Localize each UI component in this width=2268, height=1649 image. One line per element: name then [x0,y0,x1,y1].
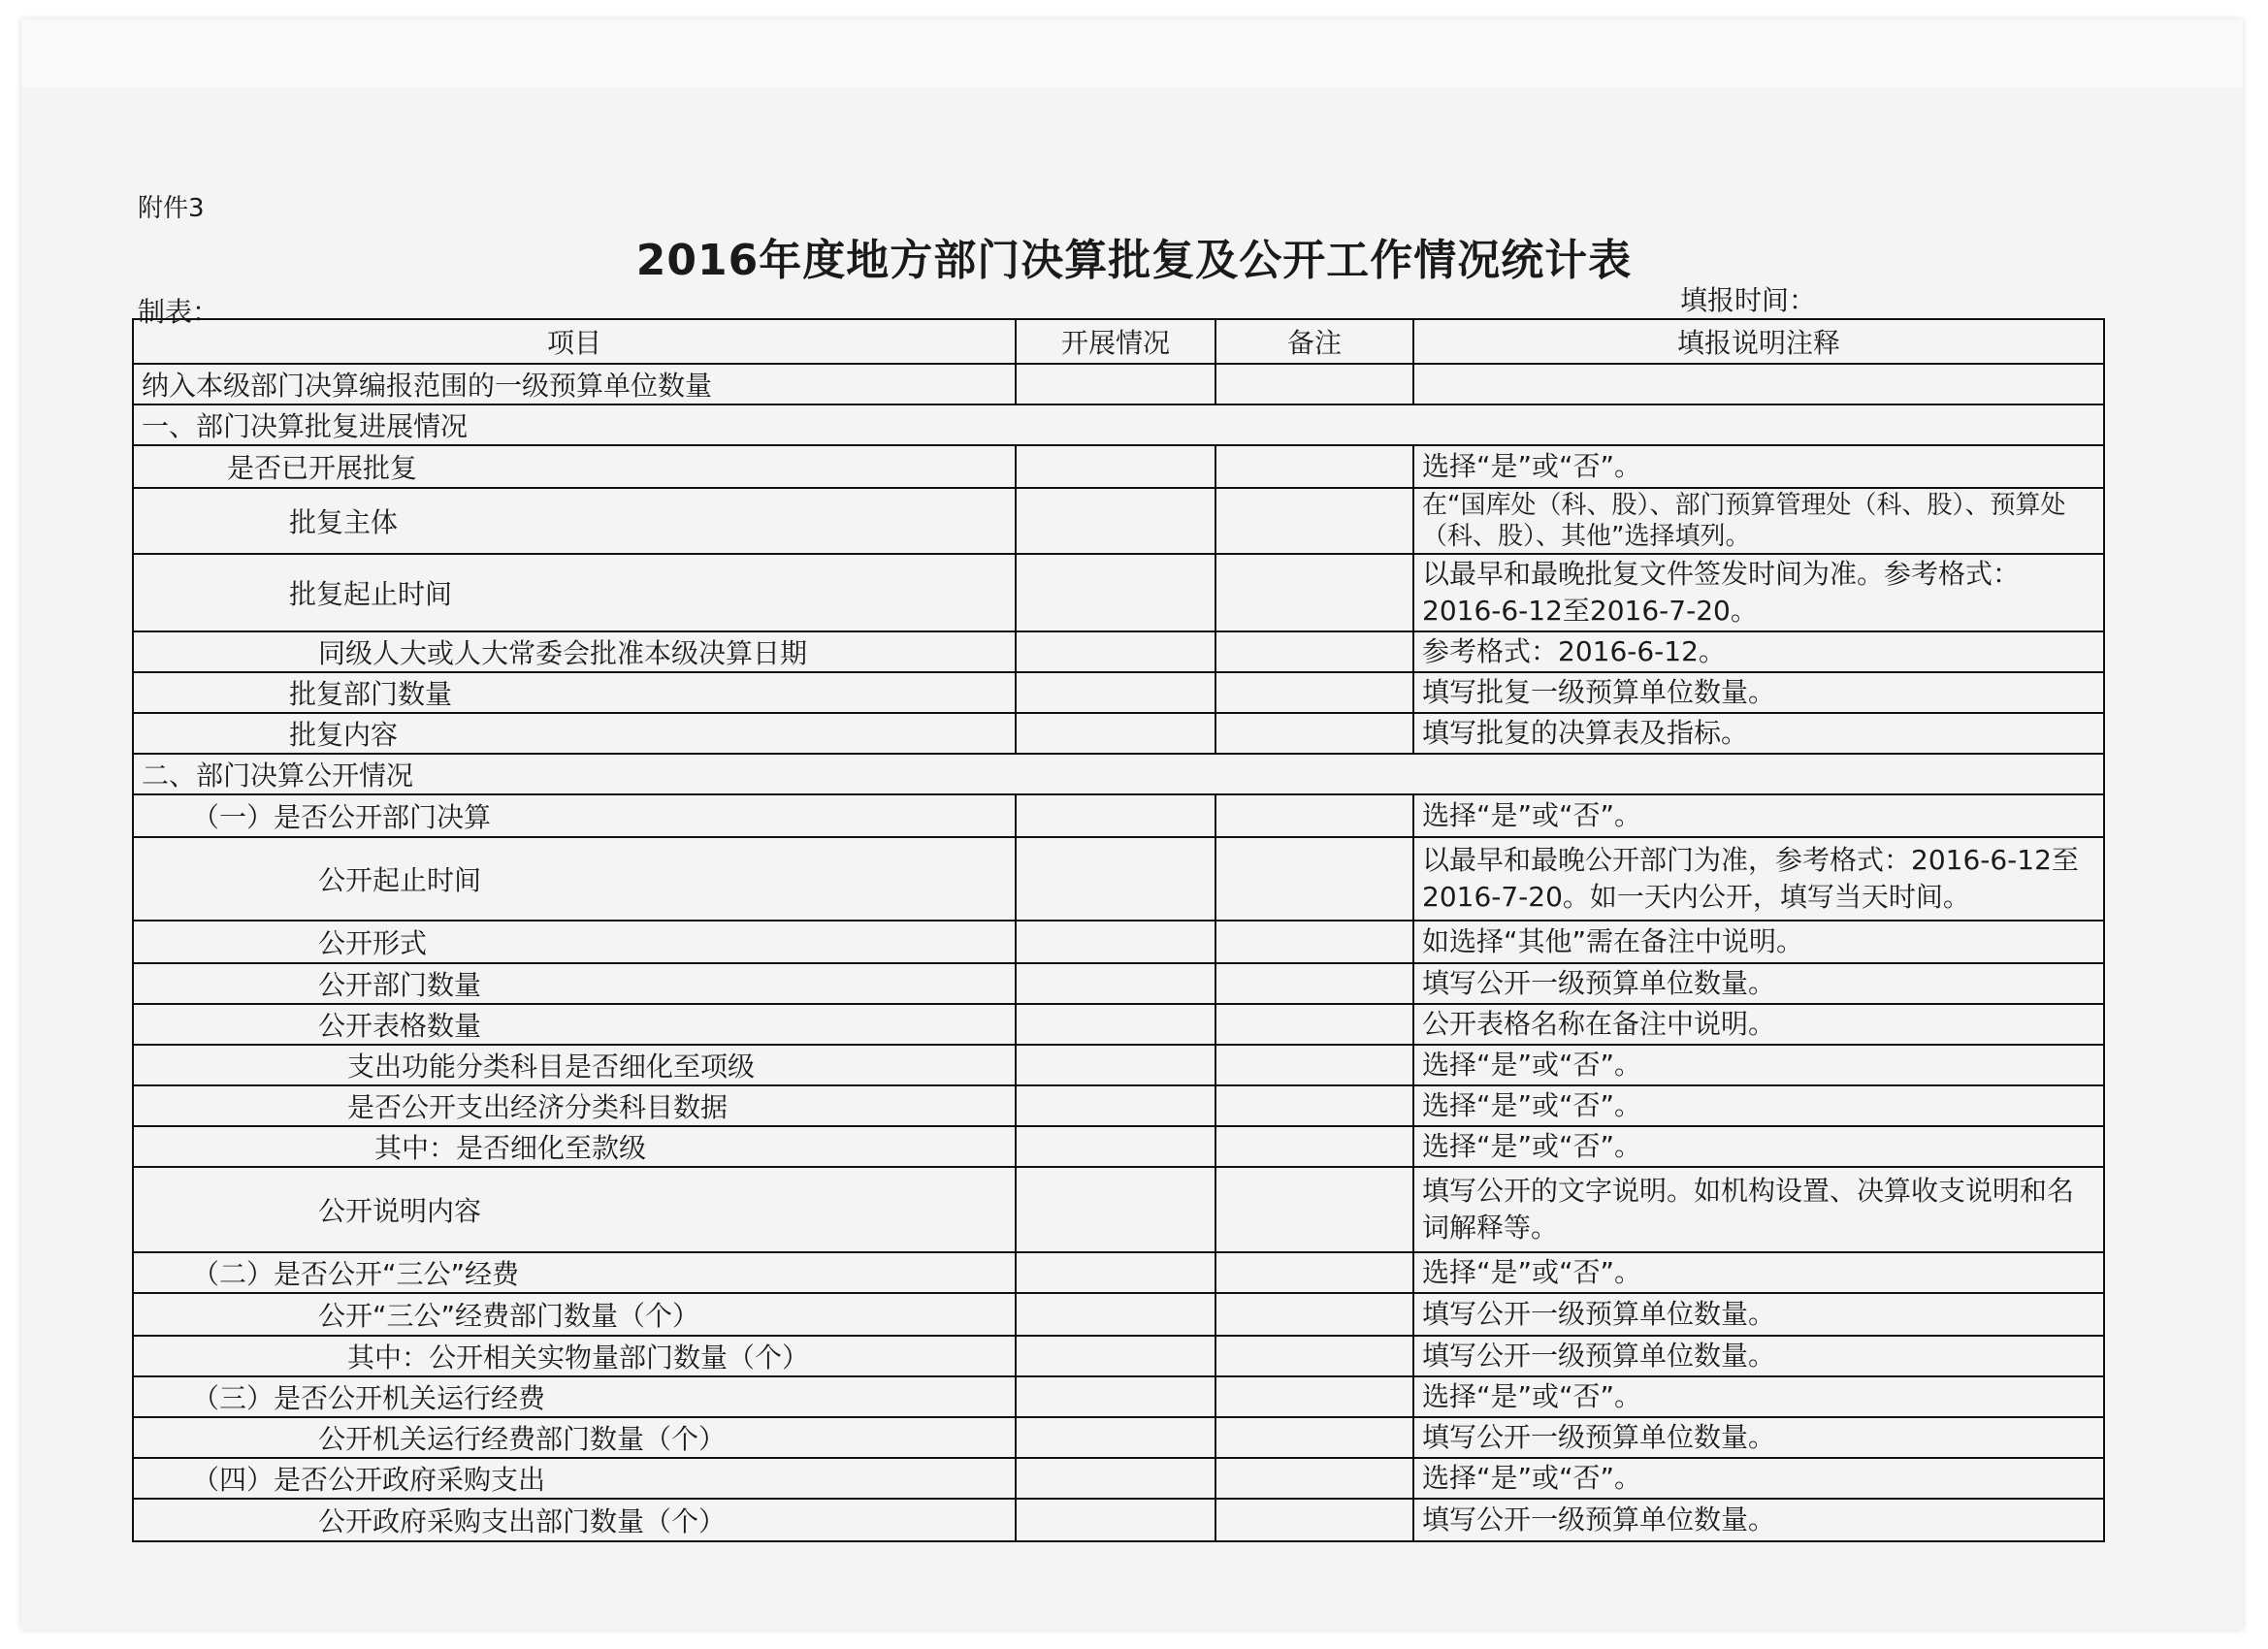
row-item: （二）是否公开“三公”经费 [133,1252,1016,1293]
row-remark [1215,1417,1413,1458]
row-item: 其中：是否细化至款级 [133,1126,1016,1167]
row-note: 以最早和最晚公开部门为准，参考格式：2016-6-12至2016-7-20。如一天内公开，填写当天时间。 [1413,837,2104,921]
row-item: （一）是否公开部门决算 [133,794,1016,837]
row-status [1016,963,1215,1004]
table-row [133,488,2104,554]
row-note: 选择“是”或“否”。 [1413,1126,2104,1167]
row-status [1016,1085,1215,1126]
row-item: 是否已开展批复 [133,445,1016,488]
table-row [133,1045,2104,1085]
row-item: 一、部门决算批复进展情况 [133,404,2104,445]
row-remark [1215,631,1413,672]
row-status [1016,1126,1215,1167]
table-row [133,672,2104,713]
row-status [1016,1417,1215,1458]
row-status [1016,921,1215,963]
row-remark [1215,921,1413,963]
row-item: 公开形式 [133,921,1016,963]
row-remark [1215,672,1413,713]
column-header-item: 项目 [133,319,1016,364]
table-row [133,631,2104,672]
row-status [1016,672,1215,713]
row-status [1016,794,1215,837]
table-row [133,1376,2104,1417]
row-item: （四）是否公开政府采购支出 [133,1458,1016,1499]
row-remark [1215,488,1413,554]
row-remark [1215,1252,1413,1293]
row-item: 公开表格数量 [133,1004,1016,1045]
row-remark [1215,837,1413,921]
table-row [133,445,2104,488]
row-item: 公开起止时间 [133,837,1016,921]
row-status [1016,837,1215,921]
row-note: 填写公开一级预算单位数量。 [1413,1417,2104,1458]
row-note: 填写公开的文字说明。如机构设置、决算收支说明和名词解释等。 [1413,1167,2104,1252]
row-remark [1215,554,1413,631]
table-row [133,1293,2104,1336]
row-note: 填写公开一级预算单位数量。 [1413,963,2104,1004]
table-row [133,921,2104,963]
row-item: 是否公开支出经济分类科目数据 [133,1085,1016,1126]
row-status [1016,1336,1215,1376]
attachment-label: 附件3 [138,194,205,223]
table-row [133,1167,2104,1252]
row-note: 填写公开一级预算单位数量。 [1413,1499,2104,1541]
row-item: 公开“三公”经费部门数量（个） [133,1293,1016,1336]
table-row [133,794,2104,837]
row-remark [1215,1376,1413,1417]
table-row [133,963,2104,1004]
row-status [1016,445,1215,488]
row-remark [1215,1045,1413,1085]
row-item: 批复主体 [133,488,1016,554]
row-note: 选择“是”或“否”。 [1413,1045,2104,1085]
row-status [1016,1499,1215,1541]
row-status [1016,631,1215,672]
maker-label: 制表： [138,296,220,328]
table-row [133,1252,2104,1293]
row-item: （三）是否公开机关运行经费 [133,1376,1016,1417]
row-note: 选择“是”或“否”。 [1413,445,2104,488]
fill-time-label: 填报时间： [1680,284,1817,316]
row-item: 公开部门数量 [133,963,1016,1004]
row-status [1016,1004,1215,1045]
statistics-table [132,318,2105,1542]
row-remark [1215,713,1413,754]
row-item: 公开机关运行经费部门数量（个） [133,1417,1016,1458]
row-note: 填写公开一级预算单位数量。 [1413,1336,2104,1376]
table-row [133,1085,2104,1126]
table-row [133,713,2104,754]
row-note [1413,364,2104,404]
row-note: 在“国库处（科、股）、部门预算管理处（科、股）、预算处（科、股）、其他”选择填列。 [1413,488,2104,554]
row-remark [1215,1004,1413,1045]
row-item: 其中：公开相关实物量部门数量（个） [133,1336,1016,1376]
column-header-remark: 备注 [1215,319,1413,364]
row-remark [1215,1126,1413,1167]
row-note: 选择“是”或“否”。 [1413,1252,2104,1293]
table-row [133,1126,2104,1167]
table-row [133,1417,2104,1458]
row-note: 选择“是”或“否”。 [1413,1376,2104,1417]
table-row [133,1499,2104,1541]
table-row [133,364,2104,404]
row-remark [1215,1336,1413,1376]
row-item: 同级人大或人大常委会批准本级决算日期 [133,631,1016,672]
row-note: 选择“是”或“否”。 [1413,794,2104,837]
row-note: 填写批复一级预算单位数量。 [1413,672,2104,713]
row-note: 填写公开一级预算单位数量。 [1413,1293,2104,1336]
row-status [1016,554,1215,631]
section-row [133,754,2104,794]
row-note: 填写批复的决算表及指标。 [1413,713,2104,754]
row-remark [1215,364,1413,404]
row-remark [1215,963,1413,1004]
row-status [1016,1252,1215,1293]
row-remark [1215,1085,1413,1126]
row-remark [1215,794,1413,837]
row-status [1016,488,1215,554]
row-item: 公开说明内容 [133,1167,1016,1252]
table-row [133,1458,2104,1499]
row-note: 选择“是”或“否”。 [1413,1085,2104,1126]
table-row [133,837,2104,921]
row-remark [1215,1167,1413,1252]
row-note: 公开表格名称在备注中说明。 [1413,1004,2104,1045]
row-note: 如选择“其他”需在备注中说明。 [1413,921,2104,963]
table-row [133,554,2104,631]
row-status [1016,1045,1215,1085]
row-item: 纳入本级部门决算编报范围的一级预算单位数量 [133,364,1016,404]
row-item: 二、部门决算公开情况 [133,754,2104,794]
row-status [1016,1167,1215,1252]
row-item: 批复起止时间 [133,554,1016,631]
paper-top-edge [21,19,2243,87]
table-row [133,1004,2104,1045]
row-note: 以最早和最晚批复文件签发时间为准。参考格式：2016-6-12至2016-7-20。 [1413,554,2104,631]
row-remark [1215,1499,1413,1541]
column-header-explanation: 填报说明注释 [1413,319,2104,364]
page-title: 2016年度地方部门决算批复及公开工作情况统计表 [635,236,1633,285]
row-item: 支出功能分类科目是否细化至项级 [133,1045,1016,1085]
row-status [1016,1293,1215,1336]
row-status [1016,1376,1215,1417]
row-note: 选择“是”或“否”。 [1413,1458,2104,1499]
row-remark [1215,1458,1413,1499]
section-row [133,404,2104,445]
row-status [1016,713,1215,754]
table-row [133,1336,2104,1376]
row-status [1016,1458,1215,1499]
table-header-row [133,319,2104,364]
row-item: 批复部门数量 [133,672,1016,713]
row-note: 参考格式：2016-6-12。 [1413,631,2104,672]
row-item: 批复内容 [133,713,1016,754]
row-remark [1215,445,1413,488]
row-item: 公开政府采购支出部门数量（个） [133,1499,1016,1541]
column-header-status: 开展情况 [1016,319,1215,364]
row-remark [1215,1293,1413,1336]
row-status [1016,364,1215,404]
